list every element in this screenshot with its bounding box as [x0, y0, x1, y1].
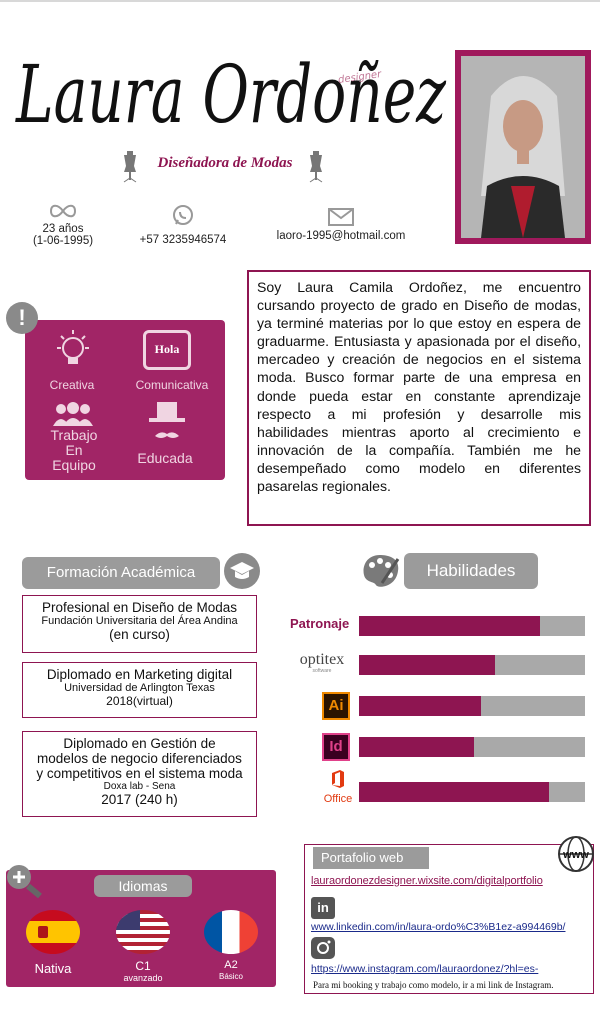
- language-level-block: [114, 960, 172, 984]
- language-level: C1: [135, 959, 151, 973]
- quality-creative: Creativa: [49, 378, 95, 392]
- palette-icon: [360, 553, 400, 589]
- edu-year: 2017 (240 h): [101, 792, 178, 807]
- linkedin-icon: in: [311, 897, 335, 919]
- indesign-icon: Id: [322, 733, 350, 761]
- about-text: Soy Laura Camila Ordoñez, me encuentro cursando proyecto de grado en Diseño de modas, ya terminé materias por lo que estoy en espera de graduarme. Entusiasta y apasionada por el diseño, mercadeo y creación de negocios en el sistema moda. Busco formar parte de una empresa en donde pueda estar en constante aprendizaje respecto a mi profesión y desarrolle mis habilidades mientras aporto al crecimiento e innovación de la compañía. También me he desempeñado como modelo en diferentes pasarelas regionales.: [247, 270, 591, 526]
- gentleman-hat-icon: [143, 400, 191, 444]
- skill-bar-fill: [359, 696, 481, 716]
- profile-photo: [455, 50, 591, 244]
- infinity-icon: [48, 202, 78, 220]
- quality-polite: Educada: [137, 450, 193, 466]
- education-item: [22, 662, 257, 718]
- www-label: www: [563, 849, 589, 861]
- office-icon: [330, 770, 346, 788]
- edu-year: 2018(virtual): [106, 694, 173, 708]
- lightbulb-icon: [53, 328, 93, 372]
- qualities-panel: [25, 320, 225, 480]
- skill-bar-fill: [359, 616, 540, 636]
- portrait-illustration: [461, 56, 585, 238]
- edu-title: Diplomado en Marketing digital: [46, 667, 233, 682]
- email-block: [268, 208, 414, 242]
- team-line3: Equipo: [52, 457, 96, 473]
- graduation-cap-icon: [224, 553, 260, 589]
- instagram-icon: [311, 937, 335, 959]
- optitex-text: optitex: [299, 651, 345, 668]
- age-block: [18, 202, 108, 247]
- role-title: Diseñadora de Modas: [157, 155, 293, 171]
- magnifier-icon: [4, 862, 44, 898]
- education-item: [22, 595, 257, 653]
- edu-school: Doxa lab - Sena: [103, 781, 176, 792]
- age-text: 23 años: [42, 223, 84, 235]
- mail-icon: [328, 208, 354, 226]
- skill-label-patronaje: Patronaje: [290, 616, 350, 631]
- languages-heading: Idiomas: [94, 875, 192, 897]
- mannequin-left-icon: [124, 151, 136, 182]
- exclamation-icon: !: [6, 302, 38, 334]
- language-level-desc: Básico: [218, 972, 243, 981]
- language-level-block: [202, 960, 260, 982]
- language-level: Nativa: [34, 961, 72, 976]
- skills-heading: Habilidades: [404, 553, 538, 589]
- team-line2: En: [65, 442, 83, 458]
- phone-block: [128, 204, 238, 246]
- speech-bubble-icon: [143, 330, 191, 370]
- skill-bar: [359, 655, 585, 675]
- usa-flag-icon: [116, 910, 170, 954]
- languages-panel: [6, 870, 276, 987]
- skill-bar-fill: [359, 655, 495, 675]
- birth-date: (1-06-1995): [32, 235, 94, 247]
- portfolio-heading: Portafolio web: [313, 847, 429, 869]
- edu-school: Fundación Universitaria del Área Andina: [41, 615, 238, 627]
- language-level-desc: avanzado: [123, 973, 163, 983]
- name-text: Laura Ordoñez: [14, 48, 447, 141]
- skill-bar: [359, 616, 585, 636]
- team-line1: Trabajo: [50, 427, 98, 443]
- edu-title-line3: y competitivos en el sistema moda: [36, 766, 243, 781]
- instagram-link[interactable]: https://www.instagram.com/lauraordonez/?hl=es-: [311, 963, 539, 975]
- office-logo: [318, 770, 358, 805]
- email-address[interactable]: laoro-1995@hotmail.com: [276, 230, 406, 242]
- education-heading: Formación Académica: [22, 557, 220, 589]
- portfolio-panel: [304, 844, 594, 994]
- designer-tag: designer: [337, 69, 382, 86]
- mannequin-right-icon: [310, 151, 322, 182]
- portfolio-link[interactable]: lauraordonezdesigner.wixsite.com/digitalportfolio: [311, 875, 543, 887]
- speech-bubble-text: Hola: [154, 342, 180, 356]
- france-flag-icon: [204, 910, 258, 954]
- edu-school: Universidad de Arlington Texas: [64, 682, 215, 694]
- quality-communicative: Comunicativa: [135, 378, 209, 392]
- skill-bar-fill: [359, 782, 549, 802]
- optitex-logo: [289, 652, 355, 674]
- edu-title: Profesional en Diseño de Modas: [41, 600, 238, 615]
- linkedin-link[interactable]: www.linkedin.com/in/laura-ordo%C3%B1ez-a994469b/: [311, 921, 566, 933]
- edu-title-line1: Diplomado en Gestión de: [63, 736, 216, 751]
- quality-teamwork: [39, 428, 109, 473]
- edu-year: (en curso): [109, 627, 170, 642]
- spain-flag-icon: [26, 910, 80, 954]
- optitex-sub: software: [312, 668, 332, 674]
- booking-note: Para mi booking y trabajo como modelo, ir a mi link de Instagram.: [313, 980, 554, 990]
- skill-bar: [359, 696, 585, 716]
- illustrator-icon: Ai: [322, 692, 350, 720]
- education-item: [22, 731, 257, 817]
- skill-bar: [359, 782, 585, 802]
- name-title: [12, 30, 452, 150]
- skill-bar: [359, 737, 585, 757]
- phone-number: +57 3235946574: [139, 234, 227, 246]
- skill-bar-fill: [359, 737, 474, 757]
- language-level: A2: [224, 959, 238, 971]
- globe-www-icon: [556, 834, 596, 874]
- top-divider: [0, 0, 600, 2]
- office-text: Office: [323, 793, 353, 805]
- edu-title-line2: modelos de negocio diferenciados: [37, 751, 242, 766]
- team-icon: [51, 402, 95, 426]
- whatsapp-icon: [171, 204, 195, 228]
